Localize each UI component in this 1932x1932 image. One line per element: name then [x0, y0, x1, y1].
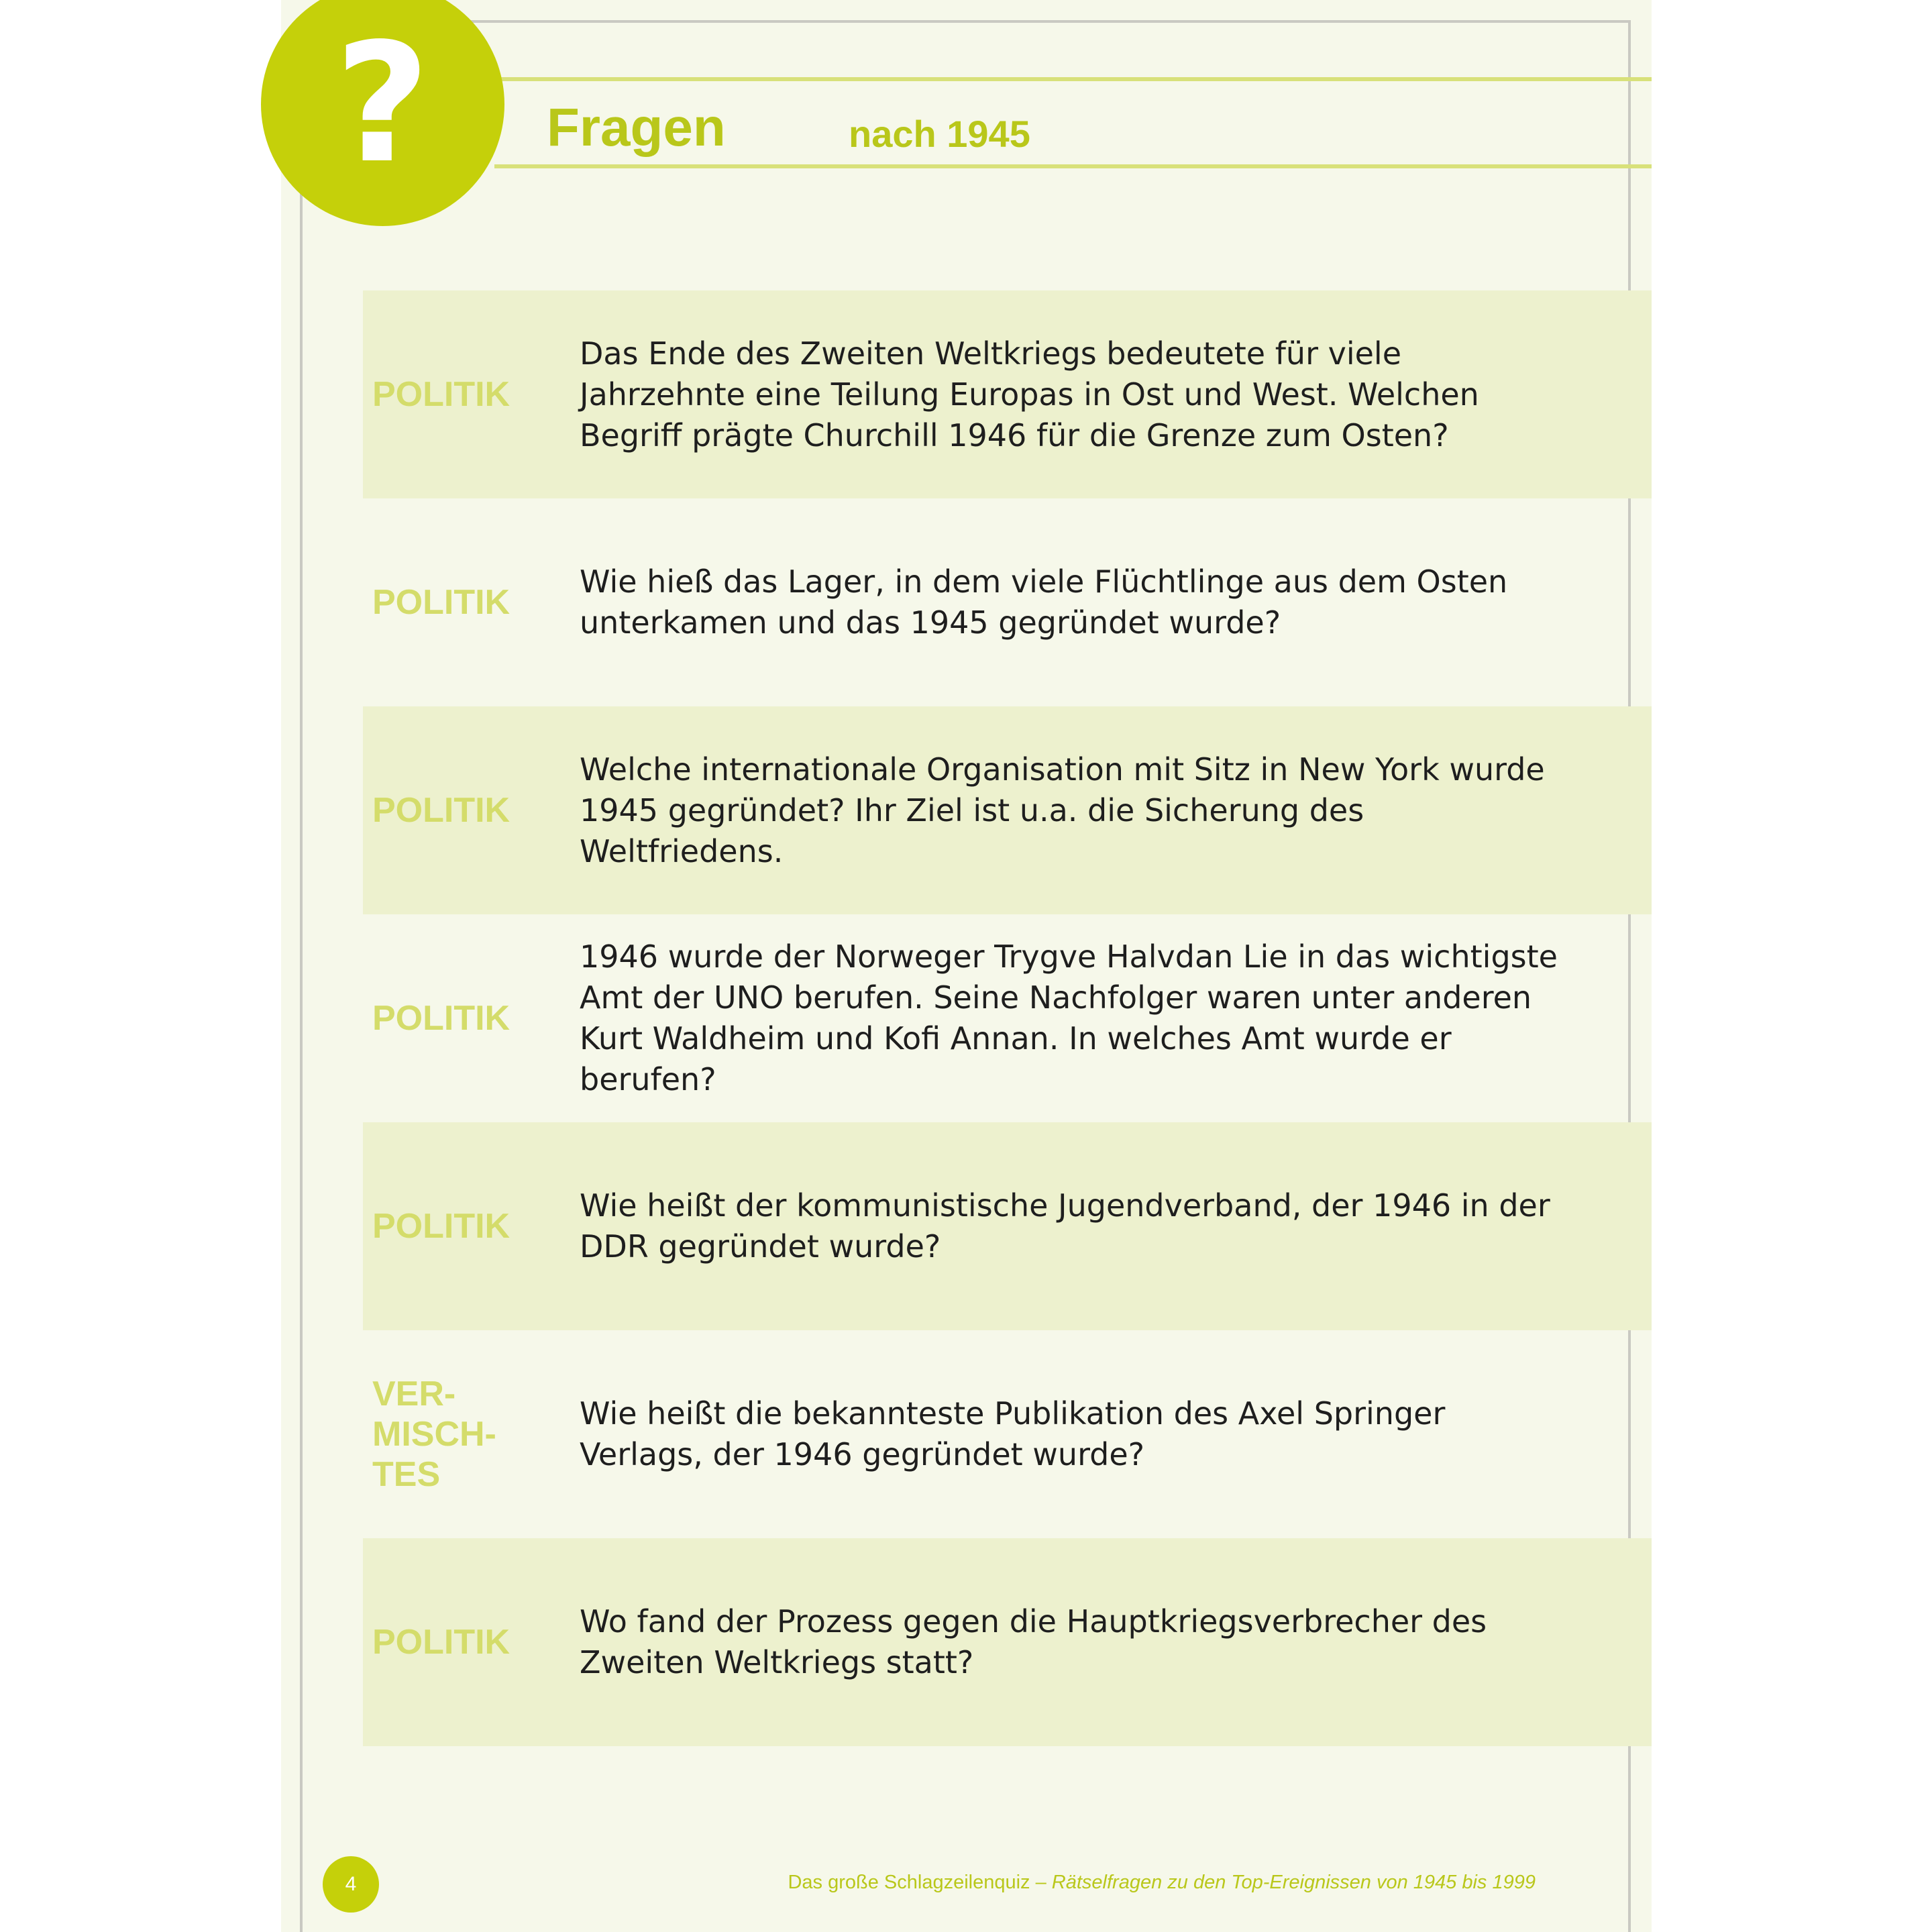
question-category: POLITIK [372, 375, 511, 414]
footer-text [788, 1869, 1536, 1896]
question-text: Das Ende des Zweiten Weltkriegs bedeutete für viele Jahrzehnte eine Teilung Europas in Ost und West. Welchen Begriff prägte Churchill 1946 für die Grenze zum Osten? [580, 335, 1479, 453]
header-rule-bottom [494, 164, 1652, 168]
question-text: Wie hieß das Lager, in dem viele Flüchtlinge aus dem Osten unterkamen und das 1945 gegründet wurde? [580, 564, 1508, 641]
question-row [363, 1122, 1652, 1330]
question-category: POLITIK [372, 583, 511, 622]
question-text: Wie heißt der kommunistische Jugendverband, der 1946 in der DDR gegründet wurde? [580, 1187, 1550, 1265]
question-category: VER- MISCH- TES [372, 1375, 496, 1494]
page-number: 4 [323, 1856, 379, 1913]
question-row [363, 706, 1652, 914]
page-subtitle: nach 1945 [849, 113, 1030, 155]
question-row [363, 498, 1652, 706]
question-category: POLITIK [372, 1623, 511, 1662]
question-text: 1946 wurde der Norweger Trygve Halvdan Lie in das wichtigste Amt der UNO berufen. Seine Nachfolger waren unter anderen Kurt Waldheim und Kofi Annan. In welches Amt wurde er berufen? [580, 938, 1558, 1097]
question-row [363, 914, 1652, 1122]
footer-plain: Das große Schlagzeilenquiz – [788, 1872, 1052, 1893]
question-text: Welche internationale Organisation mit Sitz in New York wurde 1945 gegründet? Ihr Ziel ist u.a. die Sicherung des Weltfriedens. [580, 751, 1545, 869]
question-text: Wo fand der Prozess gegen die Hauptkriegsverbrecher des Zweiten Weltkriegs statt? [580, 1603, 1487, 1680]
question-category: POLITIK [372, 1207, 511, 1246]
question-text: Wie heißt die bekannteste Publikation des Axel Springer Verlags, der 1946 gegründet wurde? [580, 1395, 1446, 1472]
header-rule-top [494, 77, 1652, 81]
footer-italic: Rätselfragen zu den Top-Ereignissen von 1945 bis 1999 [1051, 1872, 1536, 1893]
question-row [363, 290, 1652, 498]
question-row [363, 1330, 1652, 1538]
question-mark-icon: ? [334, 8, 431, 199]
question-row [363, 1538, 1652, 1746]
question-category: POLITIK [372, 791, 511, 830]
question-category: POLITIK [372, 999, 511, 1038]
page-title: Fragen [547, 97, 726, 157]
